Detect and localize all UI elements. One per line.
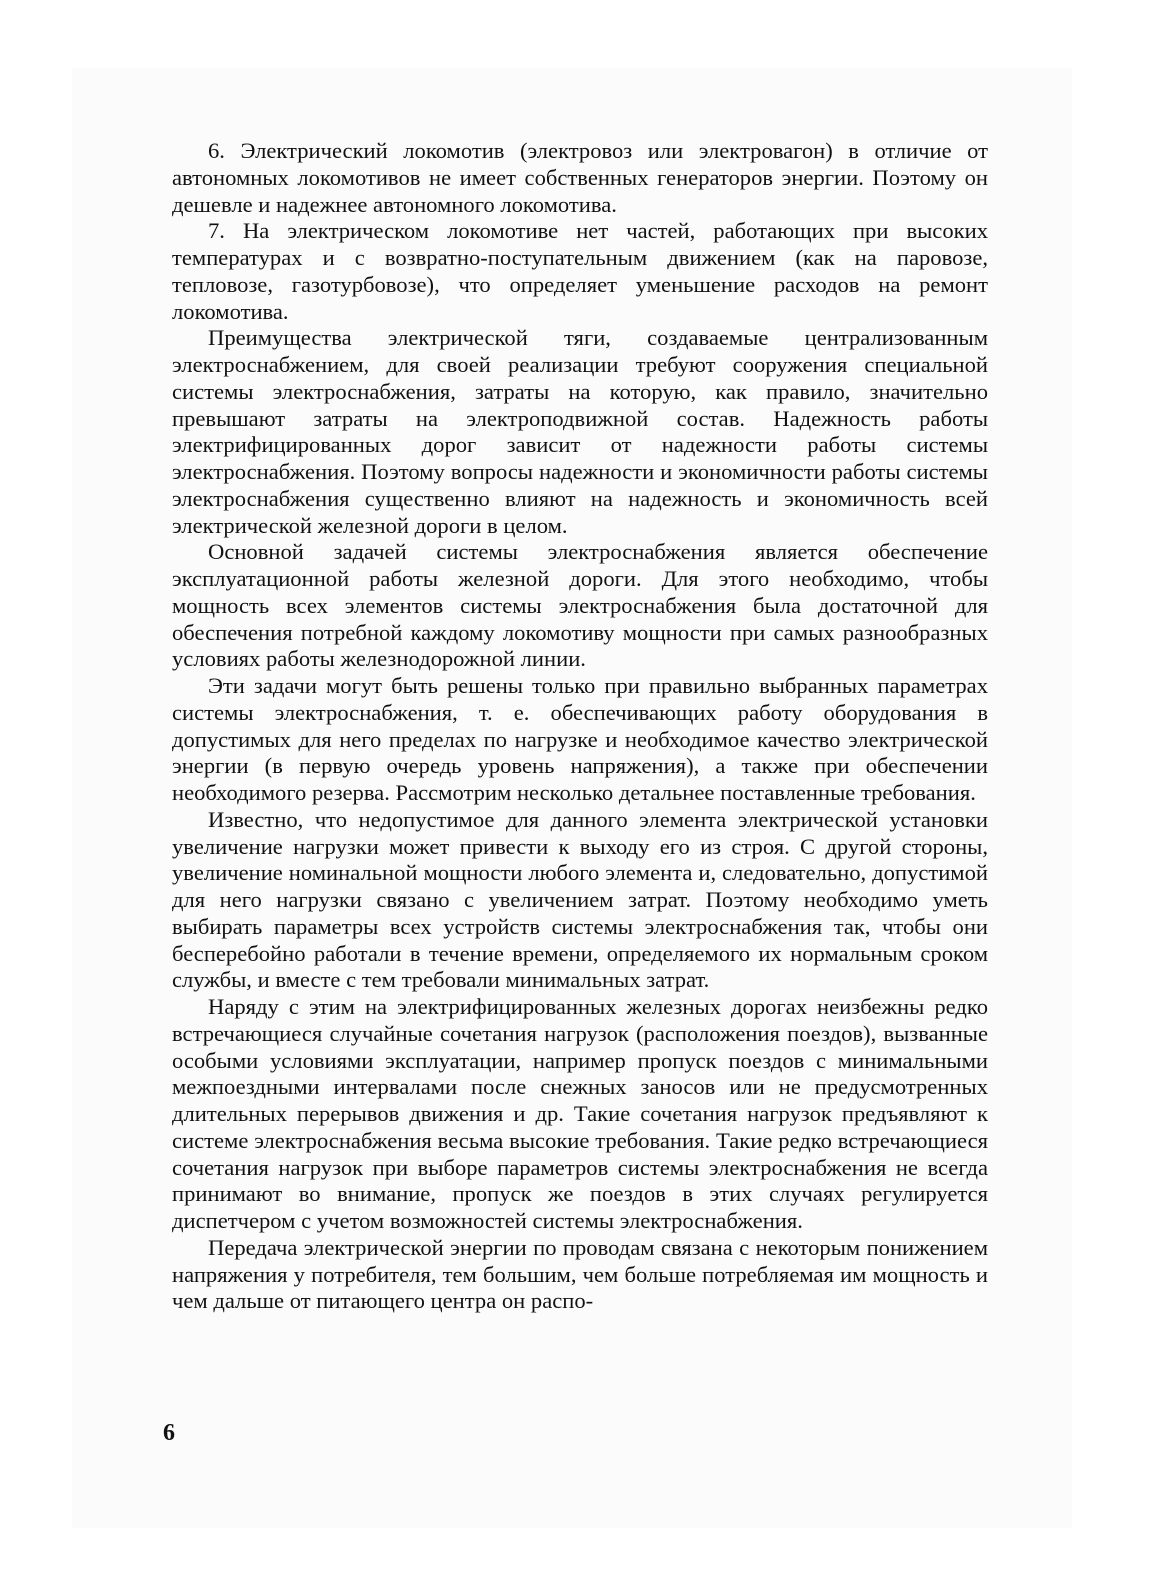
body-text xyxy=(172,138,988,1315)
paragraph-item-6: 6. Электрический локомотив (электровоз или электровагон) в отличие от автономных локомотивов не имеет собственных генераторов энергии. Поэтому он дешевле и надежнее автономного локомотива. xyxy=(172,138,988,217)
paragraph-advantages: Преимущества электрической тяги, создаваемые централизованным электроснабжением, для своей реализации требуют сооружения специальной системы электроснабжения, затраты на которую, как правило, значительно превышают затраты на электроподвижной состав. Надежность работы электрифицированных дорог зависит от надежности работы системы электроснабжения. Поэтому вопросы надежности и экономичности работы системы электроснабжения существенно влияют на надежность и экономичность всей электрической железной дороги в целом. xyxy=(172,325,988,538)
paragraph-parameters: Эти задачи могут быть решены только при правильно выбранных параметрах системы электроснабжения, т. е. обеспечивающих работу оборудования в допустимых для него пределах по нагрузке и необходимое качество электрической энергии (в первую очередь уровень напряжения), а также при обеспечении необходимого резерва. Рассмотрим несколько детальнее поставленные требования. xyxy=(172,673,988,805)
paragraph-voltage-drop: Передача электрической энергии по проводам связана с некоторым понижением напряжения у потребителя, тем большим, чем больше потребляемая им мощность и чем дальше от питающего центра он распо- xyxy=(172,1234,988,1314)
paragraph-load-increase: Известно, что недопустимое для данного элемента электрической установки увеличение нагрузки может привести к выходу его из строя. С другой стороны, увеличение номинальной мощности любого элемента и, следовательно, допустимой для него нагрузки связано с увеличением затрат. Поэтому необходимо уметь выбирать параметры всех устройств системы электроснабжения так, чтобы они бесперебойно работали в течение времени, определяемого их нормальным сроком службы, и вместе с тем требовали минимальных затрат. xyxy=(172,806,988,993)
page-number: 6 xyxy=(163,1420,175,1446)
paragraph-random-loads: Наряду с этим на электрифицированных железных дорогах неизбежны редко встречающиеся случайные сочетания нагрузок (расположения поездов), вызванные особыми условиями эксплуатации, например пропуск поездов с минимальными межпоездными интервалами после снежных заносов или не предусмотренных длительных перерывов движения и др. Такие сочетания нагрузок предъявляют к системе электроснабжения весьма высокие требования. Такие редко встречающиеся сочетания нагрузок при выборе параметров системы электроснабжения не всегда принимают во внимание, пропуск же поездов в этих случаях регулируется диспетчером с учетом возможностей системы электроснабжения. xyxy=(172,994,988,1233)
paragraph-main-task: Основной задачей системы электроснабжения является обеспечение эксплуатационной работы железной дороги. Для этого необходимо, чтобы мощность всех элементов системы электроснабжения была достаточной для обеспечения потребной каждому локомотиву мощности при самых разнообразных условиях работы железнодорожной линии. xyxy=(172,539,988,672)
paragraph-item-7: 7. На электрическом локомотиве нет частей, работающих при высоких температурах и с возвратно-поступательным движением (как на паровозе, тепловозе, газотурбовозе), что определяет уменьшение расходов на ремонт локомотива. xyxy=(172,218,988,324)
